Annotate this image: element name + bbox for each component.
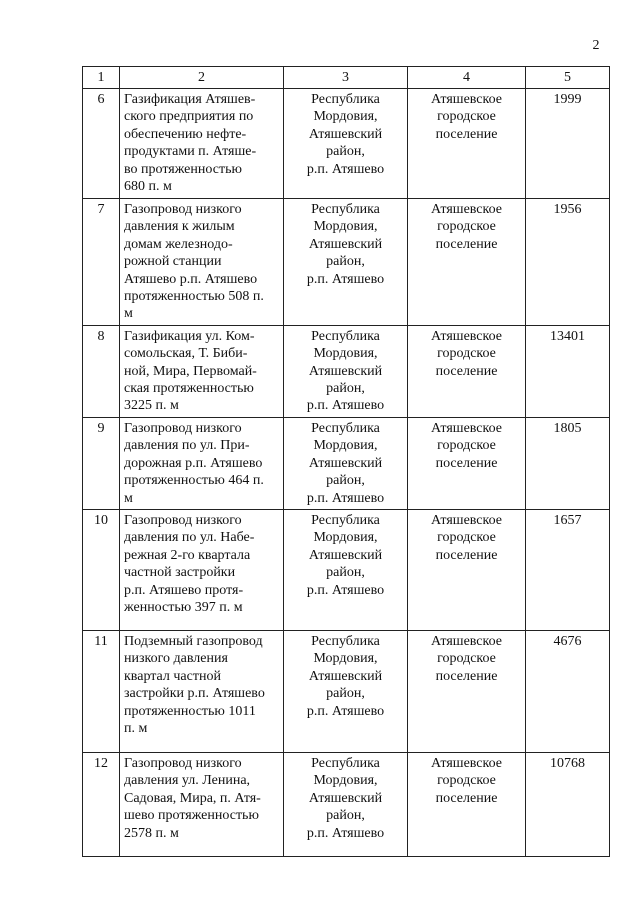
object-owner: Атяшевское городское поселение: [408, 509, 526, 630]
table-row: [83, 509, 610, 630]
object-description: Газопровод низкого давления ул. Ленина, Садовая, Мира, п. Атя- шево протяженностью 2578 п. м: [120, 752, 284, 856]
row-number: 11: [83, 630, 120, 752]
object-owner: Атяшевское городское поселение: [408, 325, 526, 417]
row-number: 6: [83, 89, 120, 199]
object-value: 13401: [526, 325, 610, 417]
object-description: Газопровод низкого давления по ул. Набе- режная 2-го квартала частной застройки р.п. Атяшево протя- женностью 397 п. м: [120, 509, 284, 630]
object-description: Газификация ул. Ком- сомольская, Т. Биби- ной, Мира, Первомай- ская протяженностью 3225 п. м: [120, 325, 284, 417]
row-number: 10: [83, 509, 120, 630]
table-row: [83, 417, 610, 509]
table-row: [83, 325, 610, 417]
table-row: [83, 89, 610, 199]
object-address: Республика Мордовия, Атяшевский район, р.п. Атяшево: [284, 417, 408, 509]
row-number: 9: [83, 417, 120, 509]
object-owner: Атяшевское городское поселение: [408, 417, 526, 509]
object-value: 1657: [526, 509, 610, 630]
column-number-3: 3: [284, 67, 408, 89]
page-number: 2: [592, 38, 600, 53]
object-description: Газопровод низкого давления по ул. При- дорожная р.п. Атяшево протяженностью 464 п. м: [120, 417, 284, 509]
object-address: Республика Мордовия, Атяшевский район, р.п. Атяшево: [284, 509, 408, 630]
object-owner: Атяшевское городское поселение: [408, 89, 526, 199]
object-address: Республика Мордовия, Атяшевский район, р.п. Атяшево: [284, 89, 408, 199]
column-number-2: 2: [120, 67, 284, 89]
object-description: Газопровод низкого давления к жилым домам железнодо- рожной станции Атяшево р.п. Атяшево протяженностью 508 п. м: [120, 199, 284, 326]
table-row: [83, 752, 610, 856]
object-value: 1956: [526, 199, 610, 326]
object-description: Подземный газопровод низкого давления квартал частной застройки р.п. Атяшево протяженностью 1011 п. м: [120, 630, 284, 752]
object-value: 10768: [526, 752, 610, 856]
object-value: 4676: [526, 630, 610, 752]
row-number: 12: [83, 752, 120, 856]
object-value: 1999: [526, 89, 610, 199]
object-owner: Атяшевское городское поселение: [408, 630, 526, 752]
column-number-5: 5: [526, 67, 610, 89]
row-number: 8: [83, 325, 120, 417]
object-owner: Атяшевское городское поселение: [408, 199, 526, 326]
object-address: Республика Мордовия, Атяшевский район, р.п. Атяшево: [284, 630, 408, 752]
object-address: Республика Мордовия, Атяшевский район, р.п. Атяшево: [284, 752, 408, 856]
object-address: Республика Мордовия, Атяшевский район, р.п. Атяшево: [284, 325, 408, 417]
column-number-4: 4: [408, 67, 526, 89]
object-owner: Атяшевское городское поселение: [408, 752, 526, 856]
property-table: [82, 66, 610, 857]
object-description: Газификация Атяшев- ского предприятия по обеспечению нефте- продуктами п. Атяше- во протяженностью 680 п. м: [120, 89, 284, 199]
column-number-1: 1: [83, 67, 120, 89]
row-number: 7: [83, 199, 120, 326]
table-row: [83, 630, 610, 752]
table-row: [83, 199, 610, 326]
column-number-row: [83, 67, 610, 89]
object-address: Республика Мордовия, Атяшевский район, р.п. Атяшево: [284, 199, 408, 326]
object-value: 1805: [526, 417, 610, 509]
